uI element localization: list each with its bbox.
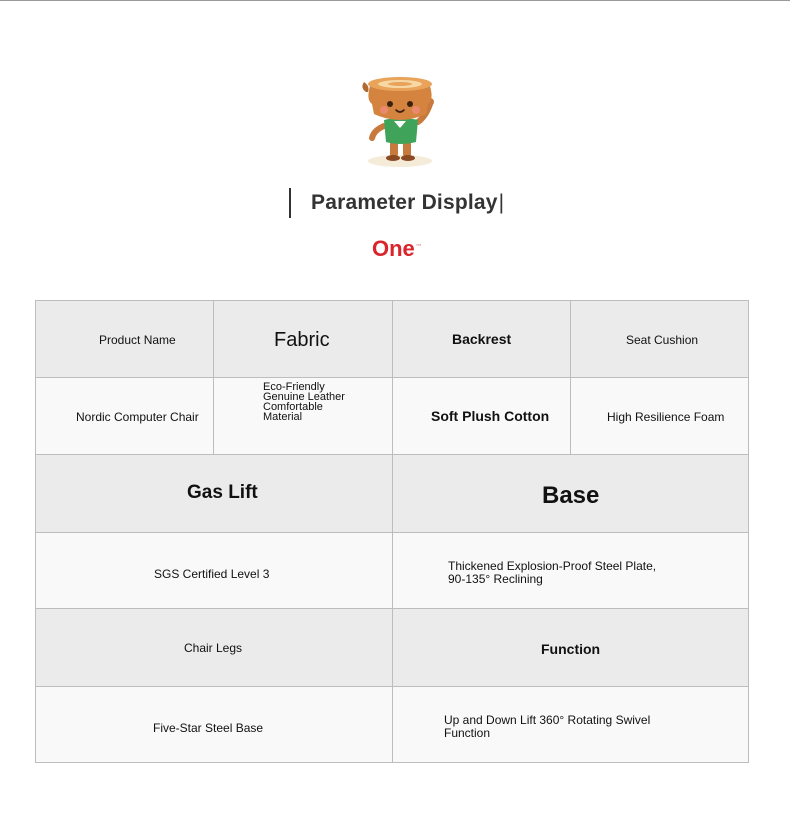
top-divider (0, 0, 790, 1)
table-cell (36, 455, 393, 532)
page-title: Parameter Display (311, 191, 498, 214)
table-cell (393, 533, 748, 608)
label-function: Function (541, 641, 601, 657)
table-cell (393, 301, 571, 377)
section-heading (289, 186, 504, 220)
table-row (36, 301, 748, 378)
tree-stump-mascot-icon (360, 74, 440, 168)
table-cell (36, 609, 393, 686)
text-cursor: | (498, 191, 505, 214)
label-fabric: Fabric (274, 329, 330, 351)
value-fabric: Eco-Friendly Genuine Leather Comfortable Material (263, 381, 345, 423)
table-cell (36, 687, 393, 762)
table-row (36, 455, 748, 533)
table-cell (214, 301, 393, 377)
label-product-name: Product Name (99, 333, 176, 347)
subtitle-text: One (372, 236, 415, 261)
table-row (36, 378, 748, 455)
value-seat-cushion: High Resilience Foam (607, 410, 725, 424)
value-gas-lift: SGS Certified Level 3 (154, 567, 270, 581)
value-function: Up and Down Lift 360° Rotating Swivel Function (444, 713, 651, 740)
heading-accent-bar (289, 188, 291, 218)
value-chair-legs: Five-Star Steel Base (153, 721, 264, 735)
value-backrest: Soft Plush Cotton (431, 408, 550, 424)
table-cell (36, 533, 393, 608)
table-cell (393, 609, 748, 686)
label-base: Base (542, 482, 600, 509)
table-cell (571, 378, 748, 454)
label-backrest: Backrest (452, 331, 512, 347)
value-product-name: Nordic Computer Chair (76, 410, 199, 424)
table-cell (36, 301, 214, 377)
table-cell (36, 378, 214, 454)
table-row (36, 609, 748, 687)
label-chair-legs: Chair Legs (184, 641, 243, 655)
table-cell (571, 301, 748, 377)
table-cell (393, 455, 748, 532)
table-cell (393, 378, 571, 454)
value-base: Thickened Explosion-Proof Steel Plate, 90-135° Reclining (448, 559, 657, 586)
trademark-mark: ™ (415, 243, 422, 250)
table-row (36, 533, 748, 609)
label-seat-cushion: Seat Cushion (626, 333, 699, 347)
table-cell (214, 378, 393, 454)
label-gas-lift: Gas Lift (187, 482, 258, 503)
table-cell (393, 687, 748, 762)
brand-subtitle (372, 236, 422, 262)
parameter-table (35, 300, 749, 763)
table-row (36, 687, 748, 762)
